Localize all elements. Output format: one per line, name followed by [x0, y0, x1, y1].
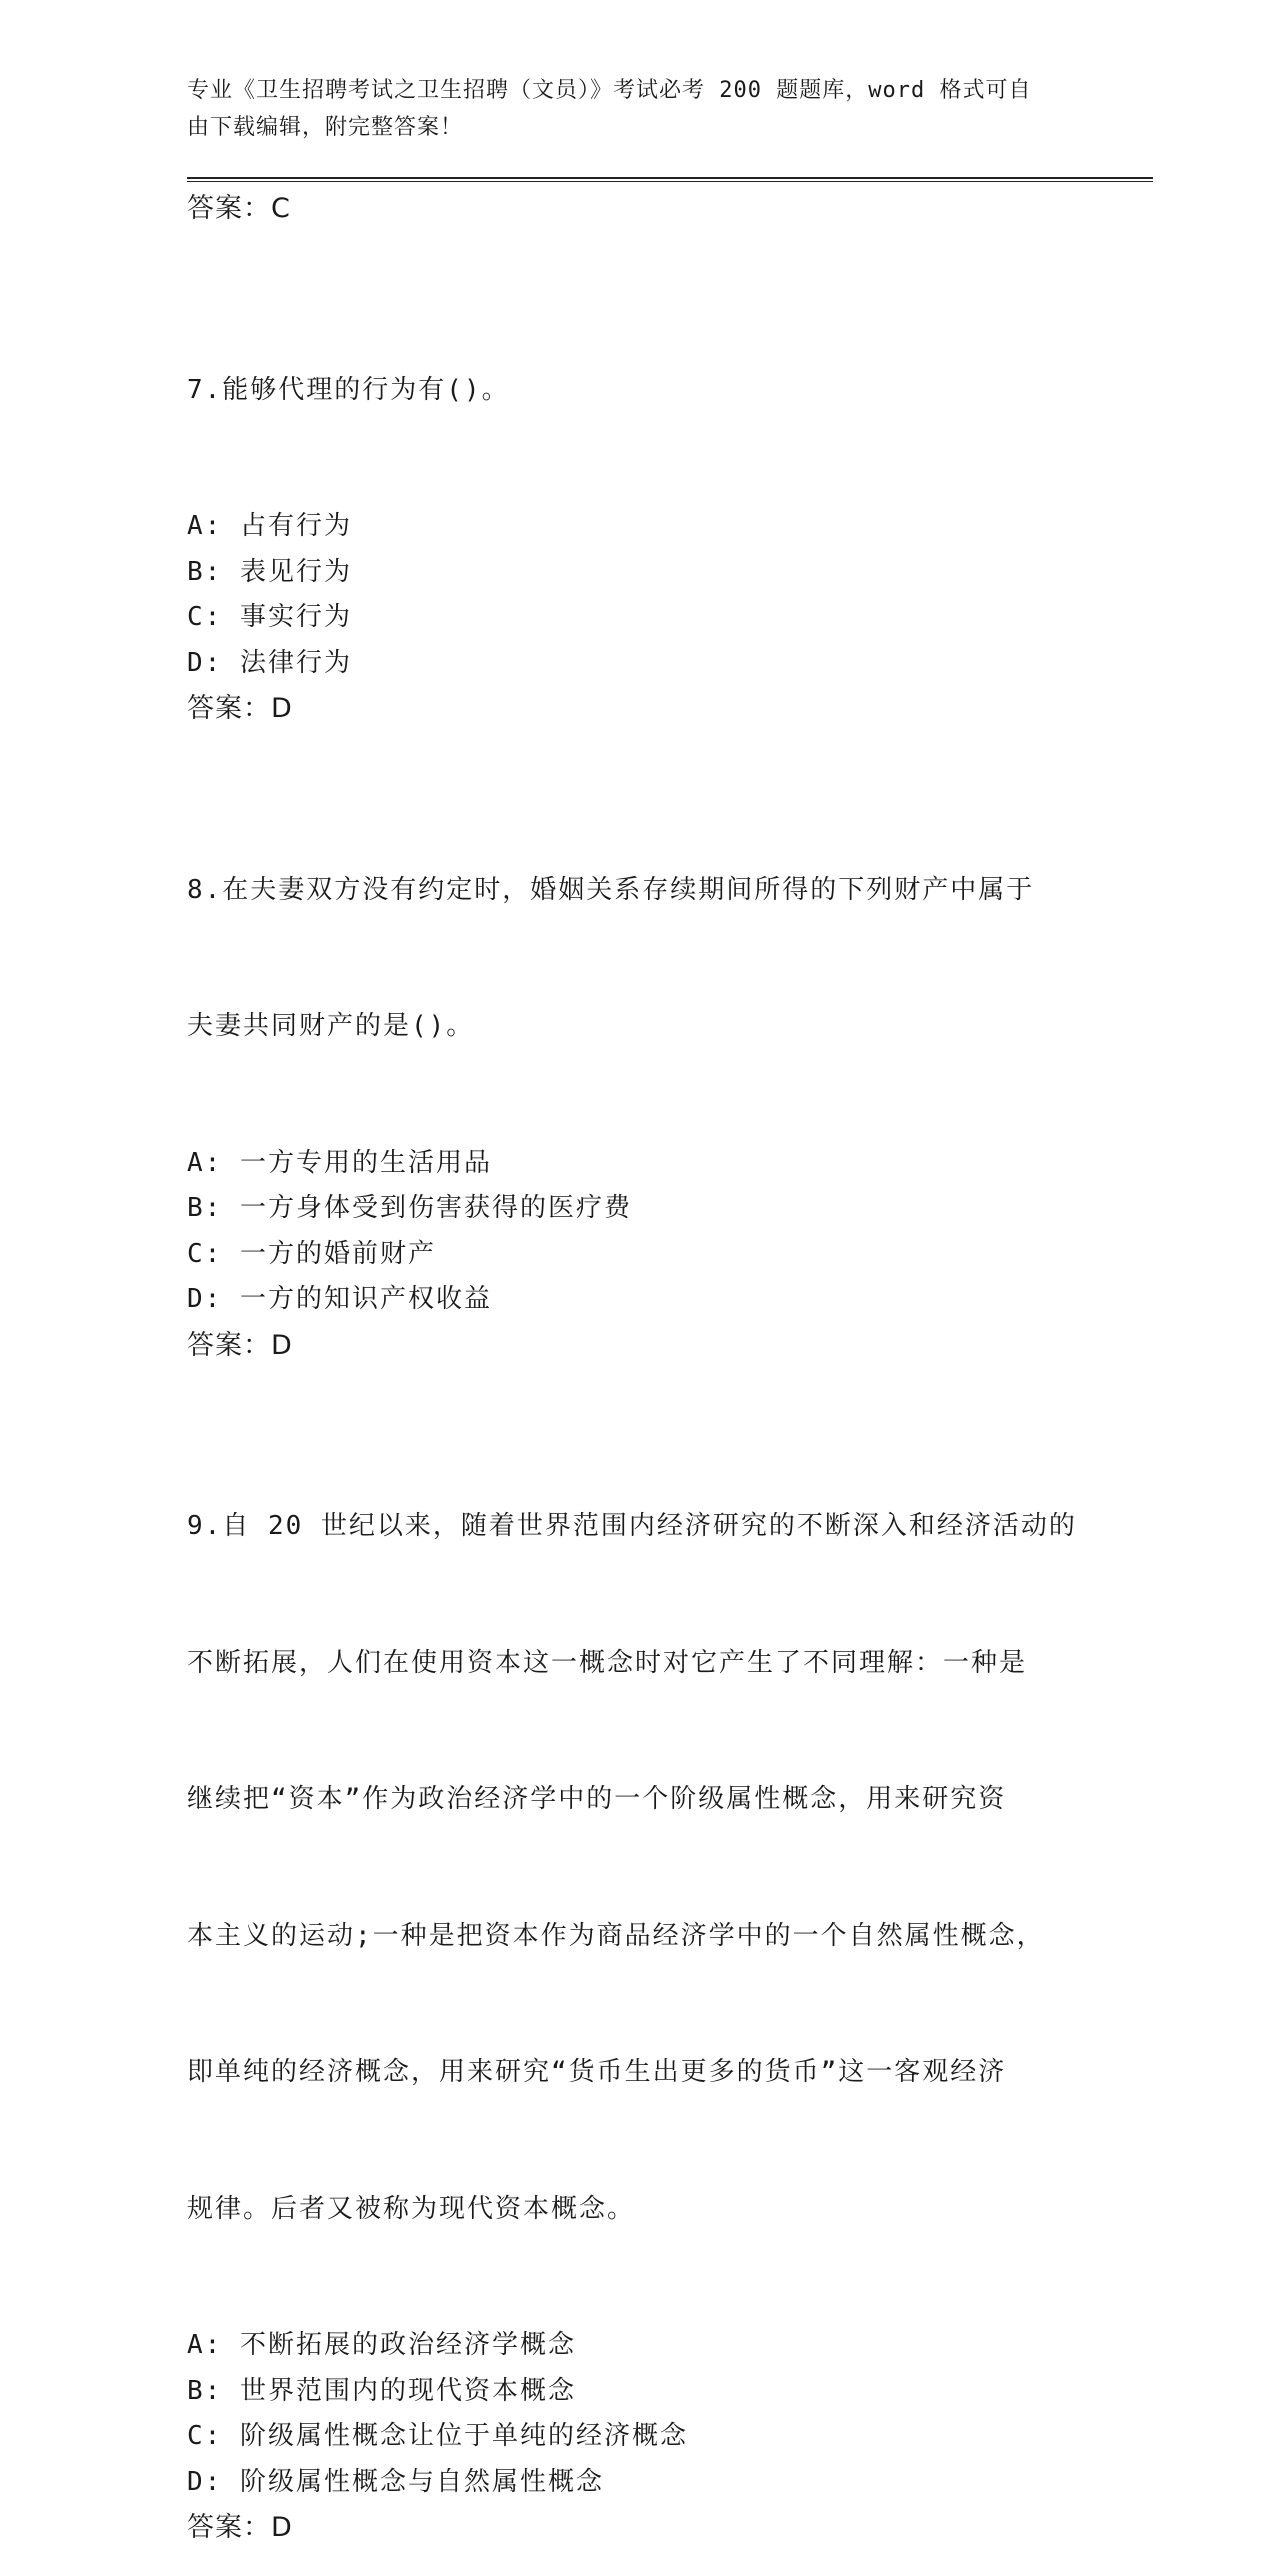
- question-content: [187, 186, 1087, 2551]
- option-c: C: 事实行为: [187, 602, 352, 632]
- question-stem: [187, 1413, 1087, 2323]
- question-stem-line: 不断拓展，人们在使用资本这一概念时对它产生了不同理解：一种是: [187, 1647, 1028, 1678]
- question-stem-line: 本主义的运动;一种是把资本作为商品经济学中的一个自然属性概念，: [187, 1920, 1045, 1951]
- spacer: [187, 1368, 1087, 1413]
- question-stem-line: 8.在夫妻双方没有约定时，婚姻关系存续期间所得的下列财产中属于: [187, 874, 1035, 905]
- question-7: [187, 277, 1087, 732]
- question-stem-line: 7.能够代理的行为有()。: [187, 374, 510, 405]
- option-b: B: 世界范围内的现代资本概念: [187, 2375, 576, 2406]
- answer-label: 答案：D: [187, 693, 293, 724]
- answer-label: 答案：D: [187, 2512, 293, 2543]
- document-header: [187, 72, 1067, 146]
- question-8: [187, 777, 1087, 1369]
- option-c: C: 一方的婚前财产: [187, 1238, 436, 1269]
- option-a: A: 一方专用的生活用品: [187, 1147, 492, 1178]
- header-divider: [187, 177, 1153, 182]
- option-c: C: 阶级属性概念让位于单纯的经济概念: [187, 2421, 688, 2451]
- question-stem-line: 即单纯的经济概念，用来研究“货币生出更多的货币”这一客观经济: [187, 2057, 1007, 2087]
- answer-label: 答案：D: [187, 1329, 293, 1361]
- question-stem-line: 规律。后者又被称为现代资本概念。: [187, 2193, 636, 2224]
- option-b: B: 一方身体受到伤害获得的医疗费: [187, 1193, 632, 1223]
- question-stem-line: 9.自 20 世纪以来，随着世界范围内经济研究的不断深入和经济活动的: [187, 1511, 1077, 1541]
- header-text-line-1: 专业《卫生招聘考试之卫生招聘（文员）》考试必考 200 题题库，word 格式可自: [187, 78, 1032, 103]
- question-9: [187, 1413, 1087, 2551]
- spacer: [187, 732, 1087, 777]
- option-b: B: 表见行为: [187, 556, 352, 587]
- question-stem: [187, 277, 1087, 505]
- question-stem: [187, 777, 1087, 1141]
- question-stem-line: 夫妻共同财产的是()。: [187, 1011, 475, 1041]
- option-d: D: 法律行为: [187, 647, 352, 678]
- spacer: [187, 232, 1087, 277]
- option-a: A: 占有行为: [187, 511, 352, 541]
- question-stem-line: 继续把“资本”作为政治经济学中的一个阶级属性概念，用来研究资: [187, 1784, 1007, 1814]
- option-d: D: 一方的知识产权收益: [187, 1284, 492, 1314]
- previous-answer: 答案：C: [187, 193, 291, 224]
- option-d: D: 阶级属性概念与自然属性概念: [187, 2466, 604, 2497]
- header-text-line-2: 由下载编辑，附完整答案！: [187, 115, 464, 140]
- option-a: A: 不断拓展的政治经济学概念: [187, 2330, 576, 2360]
